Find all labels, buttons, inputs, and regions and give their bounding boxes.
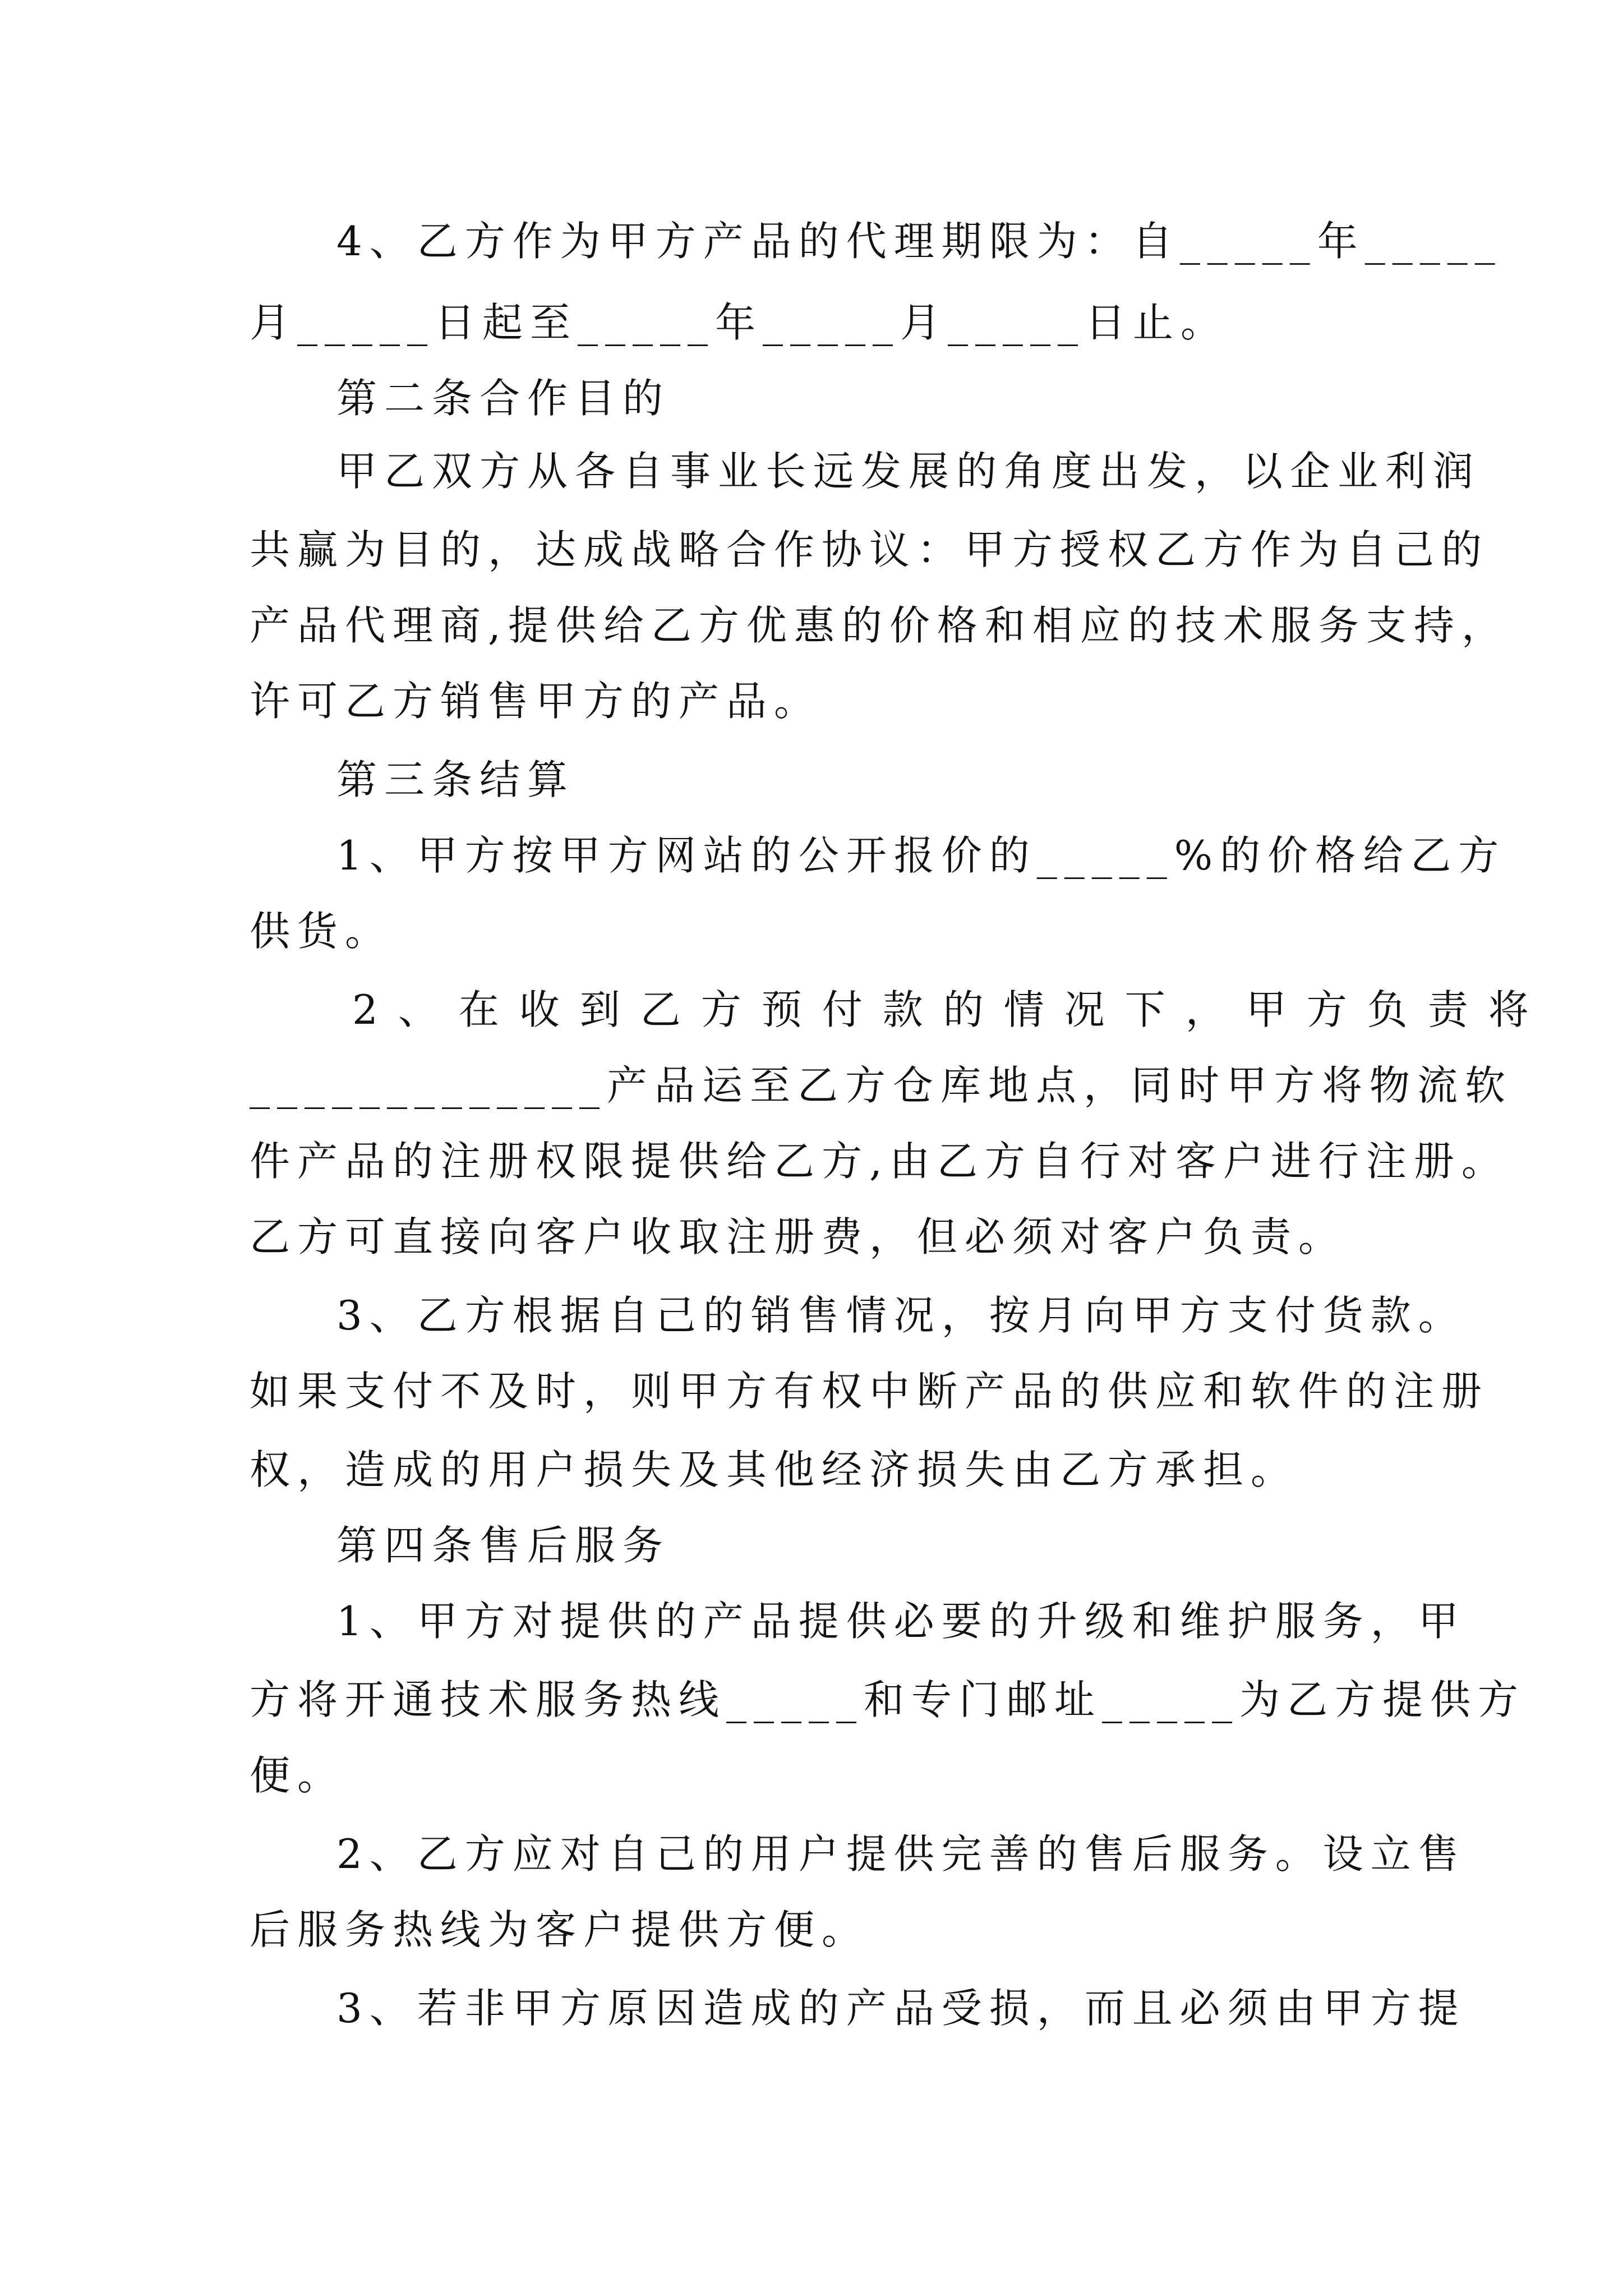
text-line: 权，造成的用户损失及其他经济损失由乙方承担。 bbox=[250, 1446, 1299, 1493]
text-line: 件产品的注册权限提供给乙方,由乙方自行对客户进行注册。 bbox=[250, 1138, 1509, 1185]
section-heading: 第三条结算 bbox=[336, 756, 575, 803]
text-line: 1、甲方对提供的产品提供必要的升级和维护服务，甲 bbox=[336, 1598, 1466, 1645]
text-line: 甲乙双方从各自事业长远发展的角度出发，以企业利润 bbox=[336, 448, 1481, 495]
section-heading: 第二条合作目的 bbox=[336, 375, 671, 422]
text-line: 月_____日起至_____年_____月_____日止。 bbox=[250, 299, 1229, 346]
text-line: 乙方可直接向客户收取注册费，但必须对客户负责。 bbox=[250, 1213, 1347, 1260]
text-line: 后服务热线为客户提供方便。 bbox=[250, 1906, 870, 1953]
text-line: 便。 bbox=[250, 1752, 345, 1799]
text-line: 共赢为目的，达成战略合作协议：甲方授权乙方作为自己的 bbox=[250, 526, 1490, 573]
text-line: 2、在收到乙方预付款的情况下，甲方负责将 bbox=[352, 986, 1549, 1033]
text-line: 2、乙方应对自己的用户提供完善的售后服务。设立售 bbox=[336, 1830, 1466, 1878]
text-line: 如果支付不及时，则甲方有权中断产品的供应和软件的注册 bbox=[250, 1368, 1490, 1415]
text-line: 1、甲方按甲方网站的公开报价的_____%的价格给乙方 bbox=[336, 832, 1506, 879]
text-line: 3、乙方根据自己的销售情况，按月向甲方支付货款。 bbox=[336, 1292, 1466, 1339]
text-line: 产品代理商,提供给乙方优惠的价格和相应的技术服务支持， bbox=[250, 602, 1509, 649]
text-line: 许可乙方销售甲方的产品。 bbox=[250, 678, 822, 725]
text-line: 3、若非甲方原因造成的产品受损，而且必须由甲方提 bbox=[336, 1985, 1466, 2032]
text-line: 供货。 bbox=[250, 908, 393, 955]
text-line: 方将开通技术服务热线_____和专门邮址_____为乙方提供方 bbox=[250, 1676, 1526, 1723]
text-line: 4、乙方作为甲方产品的代理期限为：自_____年_____ bbox=[336, 218, 1502, 265]
section-heading: 第四条售后服务 bbox=[336, 1522, 671, 1569]
text-line: _____________产品运至乙方仓库地点，同时甲方将物流软 bbox=[250, 1062, 1513, 1109]
